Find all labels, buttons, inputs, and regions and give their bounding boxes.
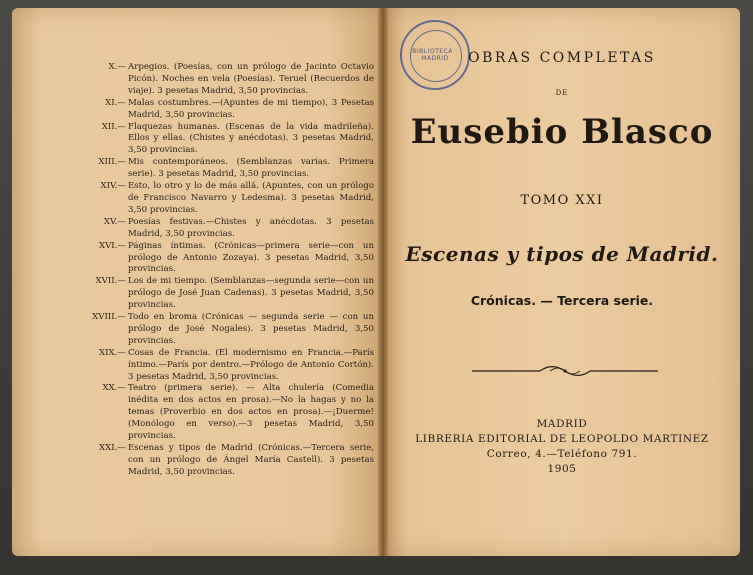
entry-number: XXI.— — [99, 443, 126, 453]
list-item — [92, 443, 374, 479]
list-item — [92, 98, 374, 122]
list-item — [92, 62, 374, 98]
works-list — [92, 62, 374, 479]
author-name: Eusebio Blasco — [410, 112, 714, 152]
entry-text: Arpegios. (Poesías, con un prólogo de Jacinto Octavio Picón). Noches en vela (Poesías). Teruel (Recuerdos de viaje). 3 pesetas Madrid, 3,50 provincias. — [128, 62, 374, 96]
entry-number: XVI.— — [98, 240, 126, 251]
entry-text: Teatro (primera serie). — Alta chulería (Comedia inédita en dos actos en prosa).—No la hagas y no la temas (Proverbio en dos actos en prosa).—¡Duerme! (Monólogo en verso).—3 pesetas Madrid, 3,50 provincias. — [128, 383, 374, 442]
list-item — [92, 157, 374, 181]
entry-number: XII.— — [101, 121, 126, 132]
list-item — [92, 348, 374, 384]
publisher-name: LIBRERIA EDITORIAL DE LEOPOLDO MARTINEZ — [415, 433, 709, 445]
de-label: DE — [555, 89, 569, 97]
list-item — [92, 181, 374, 217]
volume-number: TOMO XXI — [520, 193, 604, 208]
entry-text: Flaquezas humanas. (Escenas de la vida madrileña). Ellos y ellas. (Chistes y anécdotas). 3 pesetas Madrid, 3,50 provincias. — [128, 121, 374, 156]
entry-number: XIX.— — [99, 347, 126, 358]
entry-number: XVII.— — [95, 276, 126, 287]
list-item — [92, 276, 374, 312]
entry-number: XX.— — [102, 383, 126, 394]
list-item — [92, 383, 374, 443]
entry-text: Cosas de Francia. (El modernismo en Francia.—París íntimo.—París por dentro.—Prólogo de Antonio Cortón). 3 pesetas Madrid, 3,50 provincias. — [128, 347, 374, 382]
entry-number: XIV.— — [100, 181, 126, 192]
list-item — [92, 241, 374, 277]
list-item — [92, 312, 374, 348]
entry-text: Escenas y tipos de Madrid (Crónicas.—Tercera serie, con un prólogo de Ángel María Castell). 3 pesetas Madrid, 3,50 provincias. — [128, 443, 374, 477]
entry-text: Mis contemporáneos. (Semblanzas varias. Primera serie). 3 pesetas Madrid, 3,50 provincias. — [128, 157, 374, 180]
entry-text: Los de mi tiempo. (Semblanzas—segunda serie—con un prólogo de José Juan Cadenas). 3 pesetas Madrid, 3,50 provincias. — [128, 276, 374, 311]
entry-number: XI.— — [105, 97, 126, 108]
book-title: Escenas y tipos de Madrid. — [405, 242, 719, 266]
publication-place: MADRID — [536, 418, 588, 430]
entry-number: XV.— — [103, 216, 126, 227]
entry-text: Esto, lo otro y lo de más allá. (Apuntes, con un prólogo de Francisco Navarro y Ledesma). 3 pesetas Madrid, 3,50 provincias. — [128, 181, 374, 215]
list-item — [92, 217, 374, 241]
entry-text: Todo en broma (Crónicas — segunda serie — con un prólogo de José Nogales). 3 pesetas Madrid, 3,50 provincias. — [128, 312, 374, 346]
list-item — [92, 122, 374, 158]
publisher-address: Correo, 4.—Teléfono 791. — [486, 448, 638, 460]
ornament-rule — [470, 364, 660, 378]
series-title: OBRAS COMPLETAS — [468, 50, 656, 66]
entry-number: XVIII.— — [92, 312, 126, 323]
entry-text: Poesías festivas.—Chistes y anécdotas. 3 pesetas Madrid, 3,50 provincias. — [128, 216, 374, 239]
publication-year: 1905 — [547, 463, 577, 475]
entry-text: Malas costumbres.—(Apuntes de mi tiempo), 3 Pesetas Madrid, 3,50 provincias. — [128, 97, 374, 120]
stamp-text: BIBLIOTECA · MADRID — [412, 48, 458, 62]
entry-number: X.— — [108, 62, 126, 72]
entry-text: Páginas íntimas. (Crónicas—primera serie—con un prólogo de Antonio Zozaya). 3 pesetas Madrid, 3,50 provincias. — [128, 240, 374, 275]
book-subtitle: Crónicas. — Tercera serie. — [470, 293, 654, 308]
entry-number: XIII.— — [98, 157, 126, 168]
